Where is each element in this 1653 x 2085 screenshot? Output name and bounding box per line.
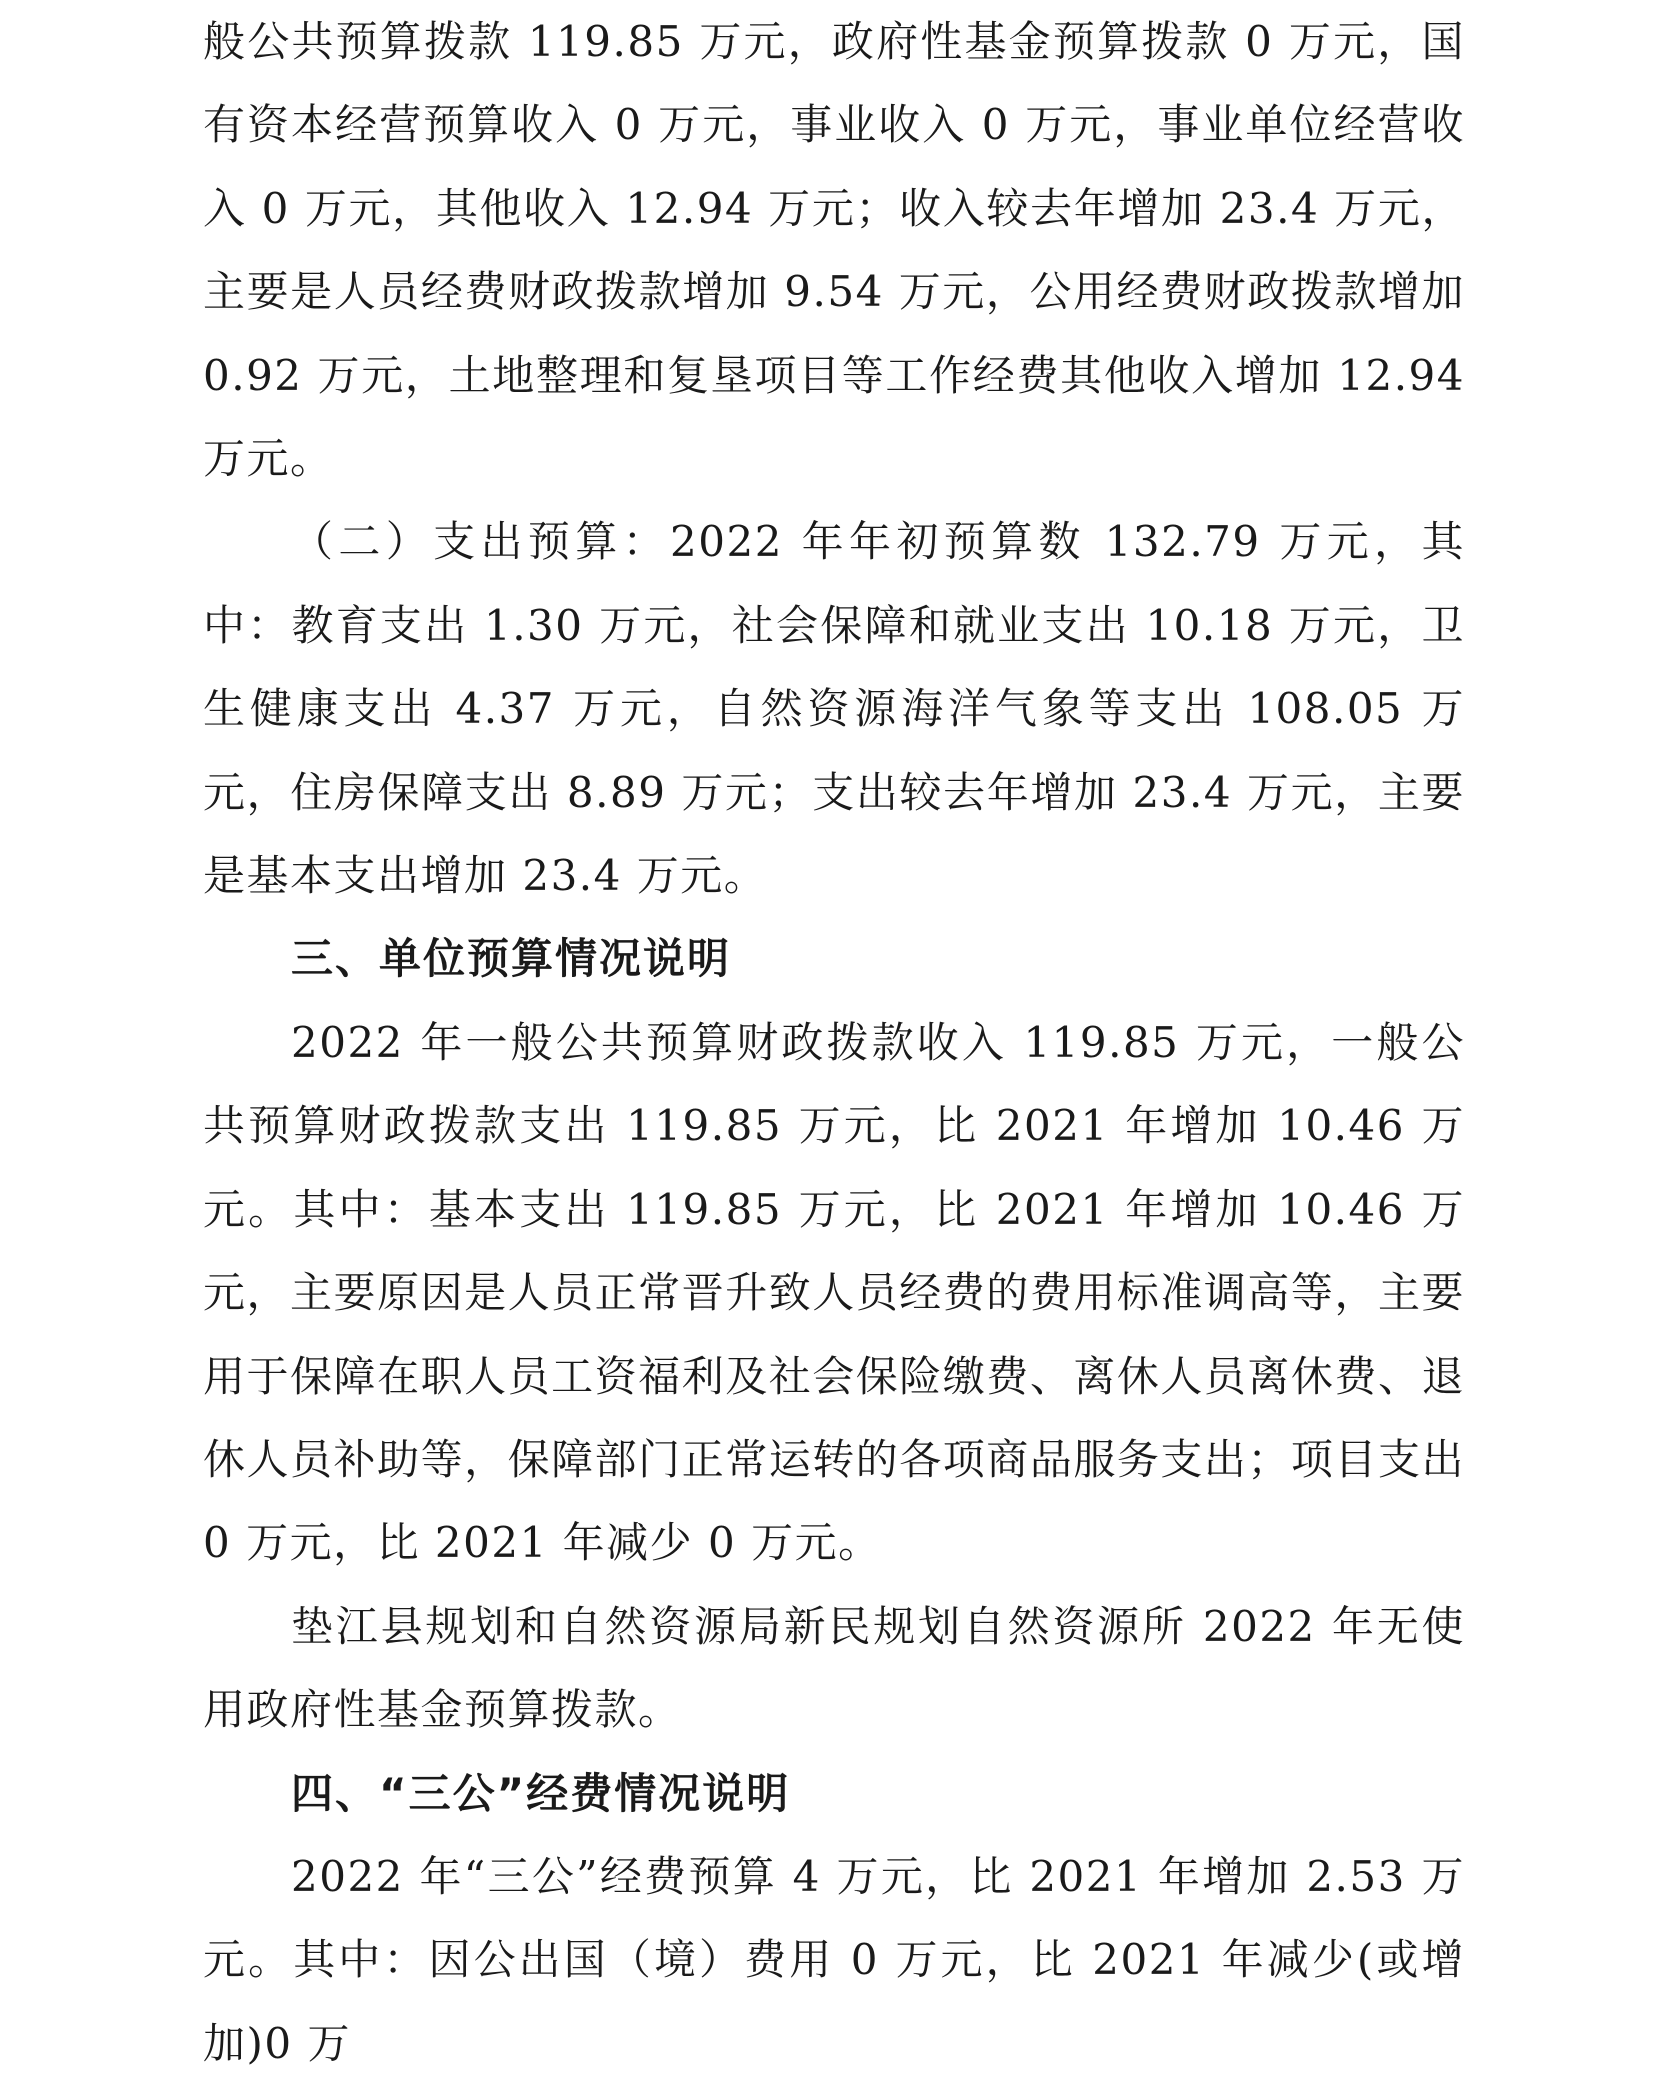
paragraph-income-continued: 般公共预算拨款 119.85 万元，政府性基金预算拨款 0 万元，国有资本经营预算收入 0 万元，事业收入 0 万元，事业单位经营收入 0 万元，其他收入 12.94 万元；收入较去年增加 23.4 万元，主要是人员经费财政拨款增加 9.54 万元，公用经费财政拨款增加 0.92 万元，土地整理和复垦项目等工作经费其他收入增加 12.94 万元。 (203, 17, 1465, 484)
paragraph-expenditure-budget: （二）支出预算：2022 年年初预算数 132.79 万元，其中：教育支出 1.30 万元，社会保障和就业支出 10.18 万元，卫生健康支出 4.37 万元，自然资源海洋气象等支出 108.05 万元，住房保障支出 8.89 万元；支出较去年增加 23.4 万元，主要是基本支出增加 23.4 万元。 (203, 517, 1465, 901)
paragraph-three-public-expenses: 2022 年“三公”经费预算 4 万元，比 2021 年增加 2.53 万元。其中：因公出国（境）费用 0 万元，比 2021 年减少(或增加)0 万 (203, 1851, 1465, 2068)
paragraph-general-budget: 2022 年一般公共预算财政拨款收入 119.85 万元，一般公共预算财政拨款支出 119.85 万元，比 2021 年增加 10.46 万元。其中：基本支出 119.85 万元，比 2021 年增加 10.46 万元，主要原因是人员正常晋升致人员经费的费用标准调高等，主要用于保障在职人员工资福利及社会保险缴费、离休人员离休费、退休人员补助等，保障部门正常运转的各项商品服务支出；项目支出 0 万元，比 2021 年减少 0 万元。 (203, 1017, 1465, 1568)
section-heading-three-public-expenses: 四、“三公”经费情况说明 (291, 1768, 791, 1818)
paragraph-government-fund: 垫江县规划和自然资源局新民规划自然资源所 2022 年无使用政府性基金预算拨款。 (203, 1601, 1465, 1735)
document-body (203, 0, 1465, 2085)
section-heading-unit-budget: 三、单位预算情况说明 (291, 934, 732, 984)
